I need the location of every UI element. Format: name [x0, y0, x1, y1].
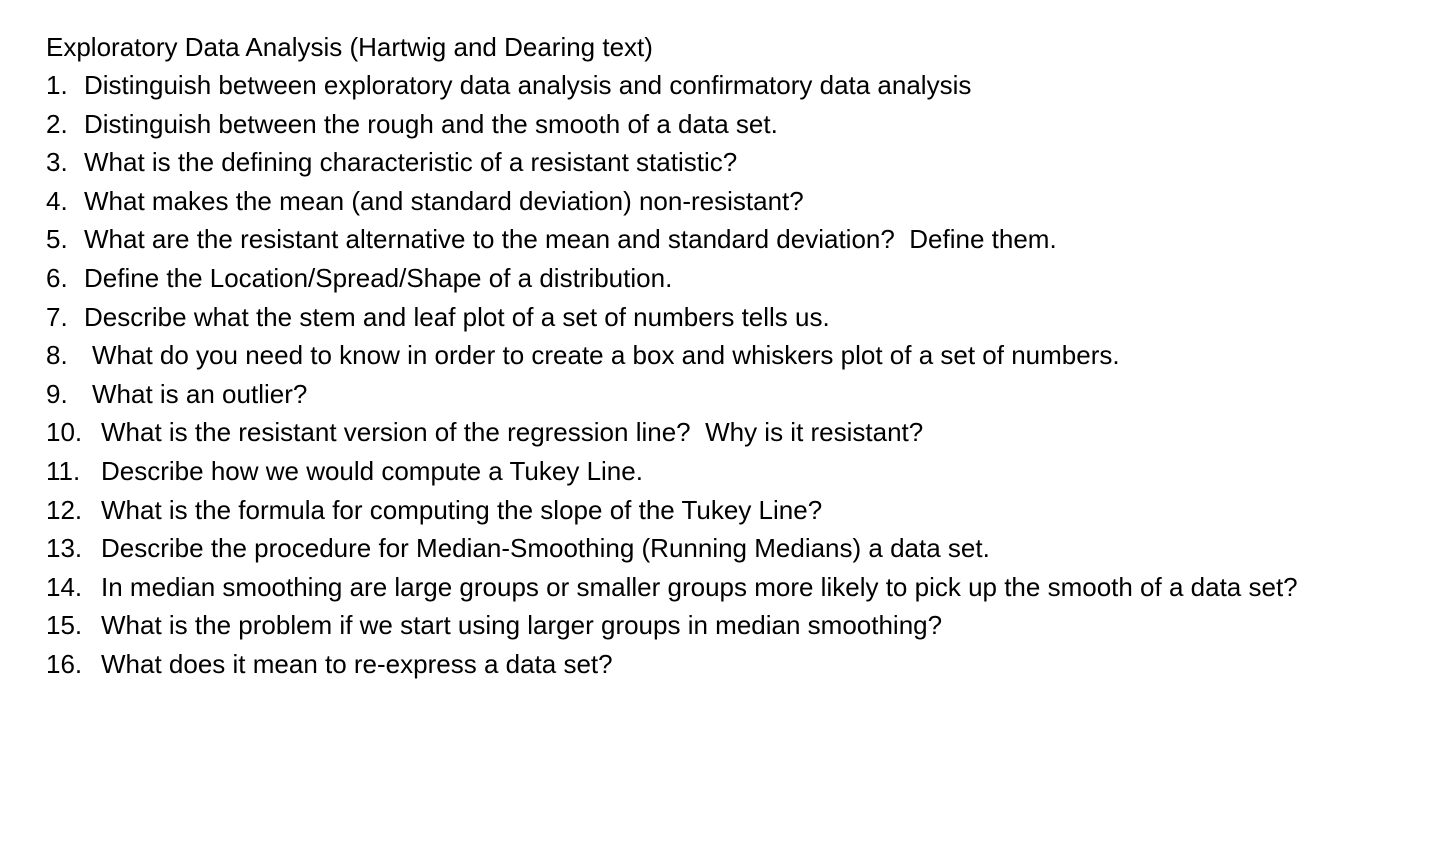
question-text: What is the problem if we start using larger groups in median smoothing?: [101, 610, 943, 641]
question-number: 1.: [46, 70, 68, 100]
question-number: 10.: [46, 417, 83, 448]
question-number: 12.: [46, 494, 83, 525]
question-text: What are the resistant alternative to the mean and standard deviation? Define them.: [84, 224, 1057, 255]
question-item: [46, 606, 1406, 645]
document-title: Exploratory Data Analysis (Hartwig and Dearing text): [46, 32, 653, 62]
question-item: [46, 645, 1406, 684]
question-item: [46, 298, 1406, 337]
question-list: [46, 66, 1406, 684]
question-text: What is an outlier?: [92, 378, 308, 409]
question-text: What is the defining characteristic of a resistant statistic?: [84, 147, 738, 178]
question-item: [46, 220, 1406, 259]
question-item: [46, 143, 1406, 182]
question-text: What does it mean to re-express a data set?: [101, 648, 613, 679]
question-number: 11.: [46, 455, 81, 486]
question-number: 3.: [46, 147, 68, 178]
question-item: [46, 336, 1406, 375]
question-number: 15.: [46, 610, 83, 641]
question-number: 8.: [46, 340, 68, 371]
question-text: Distinguish between exploratory data analysis and confirmatory data analysis: [84, 70, 972, 100]
question-item: [46, 452, 1406, 491]
question-text: Define the Location/Spread/Shape of a distribution.: [84, 262, 673, 293]
question-item: [46, 182, 1406, 221]
question-number: 4.: [46, 185, 68, 216]
question-number: 16.: [46, 648, 83, 679]
question-text: Describe what the stem and leaf plot of a set of numbers tells us.: [84, 301, 830, 332]
document-body: [46, 28, 1406, 684]
question-text: Distinguish between the rough and the smooth of a data set.: [84, 108, 778, 139]
question-number: 9.: [46, 378, 68, 409]
question-item: [46, 66, 1406, 105]
question-number: 6.: [46, 262, 68, 293]
question-text: Describe how we would compute a Tukey Line.: [101, 455, 643, 486]
question-item: [46, 529, 1406, 568]
question-text: What is the resistant version of the regression line? Why is it resistant?: [101, 417, 924, 448]
question-number: 13.: [46, 533, 83, 564]
question-number: 14.: [46, 571, 83, 602]
question-item: [46, 105, 1406, 144]
question-item: [46, 259, 1406, 298]
question-item: [46, 413, 1406, 452]
question-number: 7.: [46, 301, 68, 332]
question-item: [46, 375, 1406, 414]
question-text: What makes the mean (and standard deviation) non-resistant?: [84, 185, 804, 216]
question-text: What do you need to know in order to create a box and whiskers plot of a set of numbers.: [92, 340, 1120, 371]
question-number: 2.: [46, 108, 68, 139]
question-text: Describe the procedure for Median-Smoothing (Running Medians) a data set.: [101, 533, 990, 564]
question-number: 5.: [46, 224, 68, 255]
question-item: [46, 568, 1406, 607]
question-item: [46, 491, 1406, 530]
question-text: What is the formula for computing the slope of the Tukey Line?: [101, 494, 823, 525]
question-text: In median smoothing are large groups or smaller groups more likely to pick up the smooth of a data set?: [101, 571, 1298, 602]
